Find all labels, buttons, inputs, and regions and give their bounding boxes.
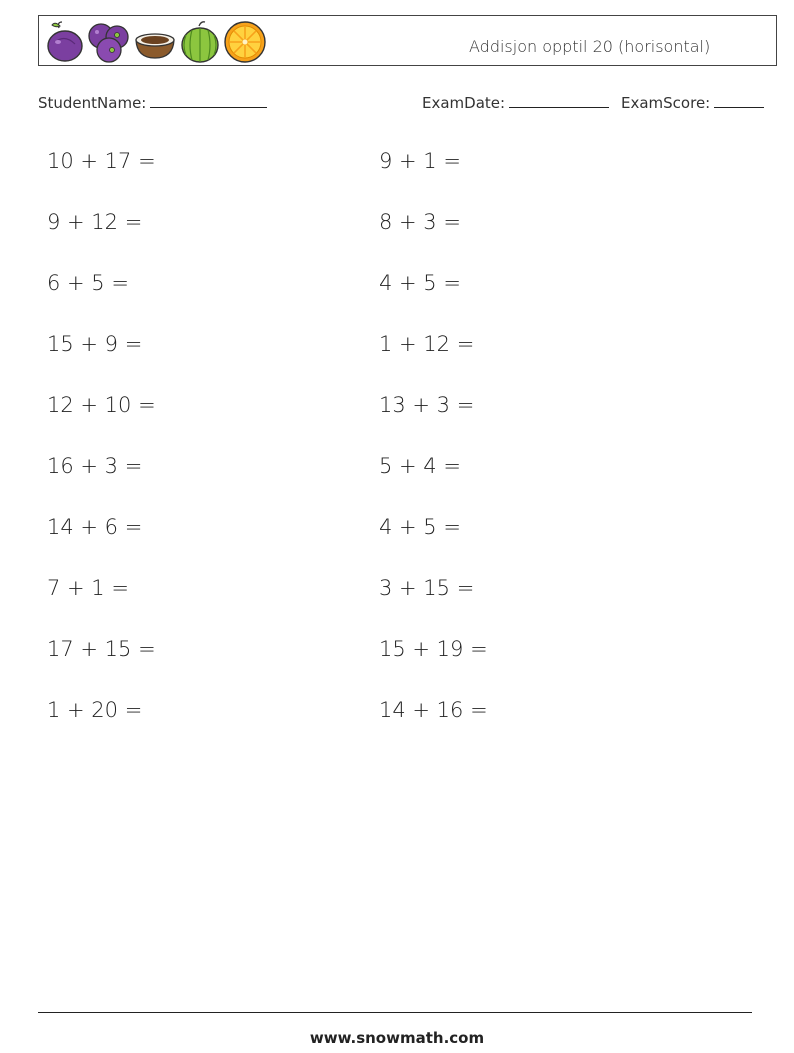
worksheet-header	[38, 15, 777, 66]
problem-left-4: 15 + 9 =	[47, 332, 143, 356]
exam-score-field	[621, 93, 764, 112]
exam-score-label: ExamScore:	[621, 94, 711, 112]
problem-right-1: 9 + 1 =	[379, 149, 461, 173]
problem-right-4: 1 + 12 =	[379, 332, 475, 356]
student-name-label: StudentName:	[38, 94, 147, 112]
student-name-blank[interactable]	[150, 93, 267, 108]
problem-left-6: 16 + 3 =	[47, 454, 143, 478]
problem-left-8: 7 + 1 =	[47, 576, 129, 600]
exam-score-blank[interactable]	[714, 93, 764, 108]
problem-right-3: 4 + 5 =	[379, 271, 461, 295]
problem-right-6: 5 + 4 =	[379, 454, 461, 478]
fruit-icon-row	[45, 20, 267, 64]
coconut-icon	[133, 20, 177, 64]
exam-date-label: ExamDate:	[422, 94, 506, 112]
problem-right-9: 15 + 19 =	[379, 637, 488, 661]
orange-icon	[223, 20, 267, 64]
worksheet-title: Addisjon opptil 20 (horisontal)	[469, 37, 711, 56]
problem-right-5: 13 + 3 =	[379, 393, 475, 417]
problem-left-10: 1 + 20 =	[47, 698, 143, 722]
problem-left-9: 17 + 15 =	[47, 637, 156, 661]
problem-right-10: 14 + 16 =	[379, 698, 488, 722]
exam-date-blank[interactable]	[509, 93, 609, 108]
problem-right-2: 8 + 3 =	[379, 210, 461, 234]
problem-left-5: 12 + 10 =	[47, 393, 156, 417]
plums-icon	[87, 20, 131, 64]
plum-icon	[45, 20, 85, 64]
problem-right-7: 4 + 5 =	[379, 515, 461, 539]
exam-date-field	[422, 93, 609, 112]
problem-right-8: 3 + 15 =	[379, 576, 475, 600]
problem-left-7: 14 + 6 =	[47, 515, 143, 539]
watermelon-icon	[179, 20, 221, 64]
footer-url[interactable]: www.snowmath.com	[309, 1029, 485, 1047]
problem-left-1: 10 + 17 =	[47, 149, 156, 173]
problem-left-2: 9 + 12 =	[47, 210, 143, 234]
footer-divider	[38, 1012, 752, 1013]
problem-left-3: 6 + 5 =	[47, 271, 129, 295]
student-name-field	[38, 93, 267, 112]
